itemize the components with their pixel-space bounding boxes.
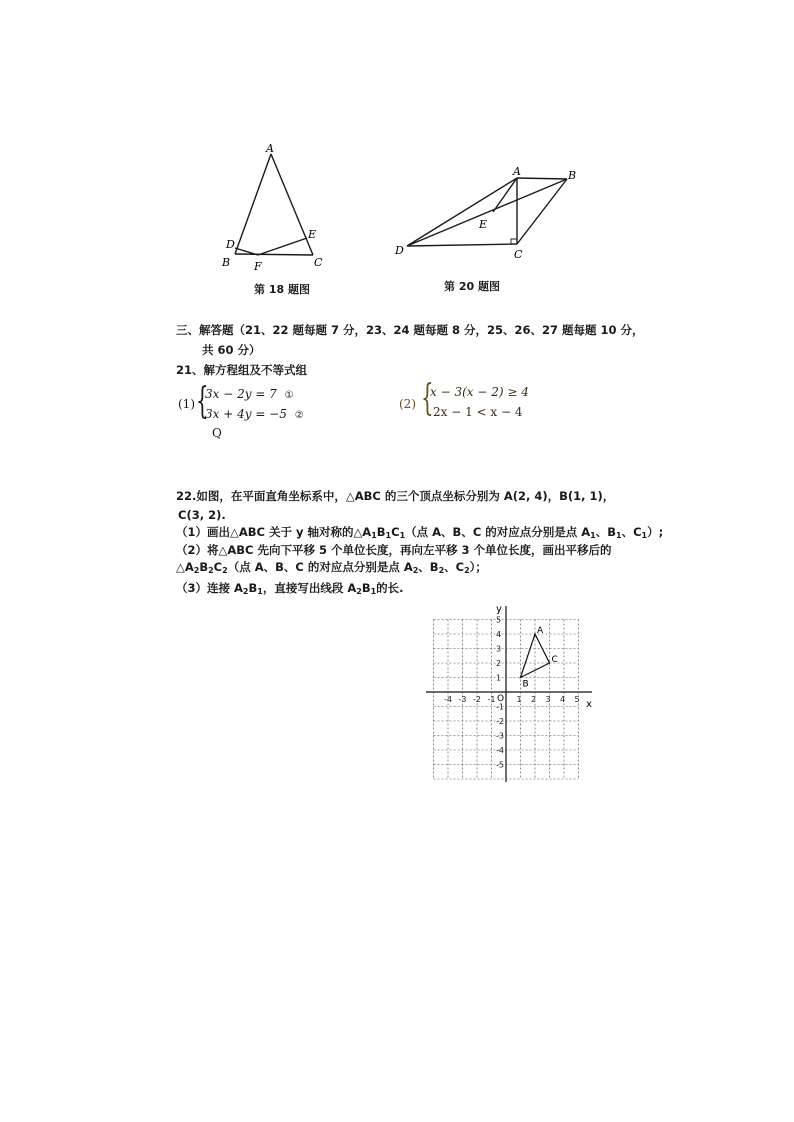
- label-E: E: [479, 218, 488, 231]
- point-label-A: A: [537, 626, 544, 636]
- q22-item3: （3）连接 $A_2B_1$，直接写出线段 $A_2B_1$的长.: [176, 581, 404, 596]
- label-C: C: [314, 256, 323, 269]
- section-3-heading: 三、解答题（21、22 题每题 7 分，23、24 题每题 8 分，25、26、27 题每题 10 分，: [176, 323, 644, 337]
- x-tick-label: 5: [574, 695, 580, 704]
- label-E: E: [308, 228, 317, 241]
- x-tick-label: 3: [545, 695, 551, 704]
- label-D: D: [395, 244, 404, 257]
- label-B: B: [568, 169, 577, 182]
- x-tick-label: -3: [458, 695, 467, 704]
- y-tick-label: -5: [496, 760, 504, 770]
- figure-20: [390, 162, 590, 267]
- y-tick-label: 4: [496, 630, 502, 639]
- x-tick-label: 1: [516, 695, 522, 704]
- figure-18-caption: 第 18 题图: [254, 283, 310, 296]
- y-tick-label: 1: [496, 673, 502, 683]
- q21-part1-eq1: 3x − 2y = 7 ①: [205, 387, 294, 401]
- q21-part1-label: (1): [178, 397, 195, 411]
- origin-label: O: [497, 694, 505, 704]
- q22-item2-line2: $\triangle A_2B_2C_2$（点 A、B、C 的对应点分别是点 $A_2$、$B_2$、$C_2$）；: [176, 560, 487, 575]
- y-tick-label: 2: [496, 659, 502, 668]
- q22-line2: C(3, 2).: [178, 508, 226, 522]
- coordinate-plane: [420, 600, 600, 785]
- q21-part1-brace: {: [196, 381, 209, 422]
- figure-20-caption: 第 20 题图: [444, 280, 500, 293]
- triangle-abc: [521, 626, 558, 690]
- q21-part2-ineq2: 2x − 1 < x − 4: [433, 405, 523, 419]
- q22-item1: （1）画出△ABC 关于 y 轴对称的$\triangle A_1B_1C_1$（点 A、B、C 的对应点分别是点 $A_1$、$B_1$、$C_1$）;: [176, 525, 664, 540]
- section-3-heading-cont: 共 60 分）: [202, 343, 261, 357]
- x-tick-label: -1: [487, 695, 496, 704]
- figure-18: [215, 140, 335, 275]
- label-A: A: [266, 142, 274, 155]
- y-tick-label: -2: [496, 717, 504, 726]
- point-label-B: B: [522, 679, 529, 690]
- q21-title: 21、解方程组及不等式组: [176, 363, 308, 377]
- q21-part1-eq2: 3x + 4y = −5 ②: [205, 407, 304, 421]
- q21-part1-note: Q: [212, 426, 222, 440]
- label-A: A: [513, 165, 521, 178]
- x-tick-label: -4: [444, 695, 452, 704]
- y-tick-label: -1: [496, 702, 504, 712]
- q22-line1: 22.如图，在平面直角坐标系中，△ABC 的三个顶点坐标分别为 A(2, 4)，B(1, 1)，: [176, 489, 615, 503]
- label-C: C: [514, 248, 523, 261]
- point-label-C: C: [551, 655, 558, 665]
- label-D: D: [226, 238, 235, 251]
- q22-item2-line1: （2）将△ABC 先向下平移 5 个单位长度，再向左平移 3 个单位长度，画出平移后的: [176, 543, 612, 557]
- label-F: F: [254, 260, 262, 273]
- y-tick-label: -3: [496, 731, 504, 741]
- q21-part2-brace: {: [421, 378, 434, 419]
- y-tick-label: -4: [496, 746, 504, 755]
- q21-part2-label: (2): [399, 397, 416, 411]
- x-axis-label: x: [586, 699, 592, 710]
- y-tick-label: 3: [496, 644, 502, 654]
- x-tick-label: 2: [531, 695, 537, 704]
- y-tick-label: 5: [496, 615, 502, 625]
- q21-part2-ineq1: x − 3(x − 2) ≥ 4: [430, 385, 529, 399]
- x-tick-label: 4: [560, 695, 566, 704]
- label-B: B: [222, 256, 231, 269]
- x-tick-label: -2: [473, 695, 481, 704]
- y-axis-label: y: [496, 604, 502, 615]
- axes: [426, 606, 592, 782]
